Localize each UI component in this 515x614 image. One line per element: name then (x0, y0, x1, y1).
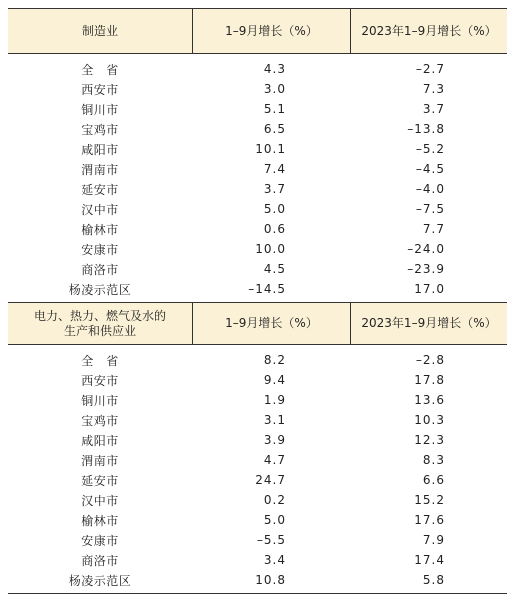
table-row (8, 279, 507, 299)
growth-2023-value: 17.0 (414, 282, 445, 296)
growth-2023-value: –2.8 (415, 353, 445, 367)
region-name: 安康市 (81, 242, 119, 257)
growth-2023-value: 17.4 (414, 553, 445, 567)
region-name: 杨凌示范区 (68, 282, 132, 297)
table-row (8, 530, 507, 550)
table-row (8, 179, 507, 199)
growth-2023-value: –5.2 (415, 142, 445, 156)
growth-2023-value: 15.2 (414, 493, 445, 507)
data-table (8, 8, 507, 594)
table-header-manufacturing (8, 8, 507, 54)
growth-2023-value: 3.7 (422, 102, 445, 116)
growth-value: 1.9 (263, 393, 286, 407)
table-row (8, 350, 507, 370)
region-name: 铜川市 (81, 102, 119, 117)
growth-value: 6.5 (263, 122, 286, 136)
manufacturing-rows (8, 54, 507, 302)
region-name: 铜川市 (81, 393, 119, 408)
growth-2023-value: 8.3 (422, 453, 445, 467)
region-name: 商洛市 (81, 262, 119, 277)
table-row (8, 119, 507, 139)
growth-value: 3.7 (263, 182, 286, 196)
region-name: 全 省 (81, 62, 119, 77)
growth-value: 10.8 (255, 573, 286, 587)
growth-value: 10.0 (255, 242, 286, 256)
utilities-rows (8, 345, 507, 593)
region-name: 商洛市 (81, 553, 119, 568)
table-row (8, 410, 507, 430)
region-name: 汉中市 (81, 202, 119, 217)
table-row (8, 430, 507, 450)
header-industry-line2: 生产和供应业 (63, 323, 136, 338)
growth-value: 3.0 (263, 82, 286, 96)
header-growth-2023-label: 2023年1–9月增长（%） (350, 9, 507, 53)
growth-2023-value: –4.5 (415, 162, 445, 176)
growth-2023-value: 6.6 (422, 473, 445, 487)
growth-2023-value: 12.3 (414, 433, 445, 447)
region-name: 安康市 (81, 533, 119, 548)
growth-2023-value: –7.5 (415, 202, 445, 216)
table-row (8, 390, 507, 410)
region-name: 咸阳市 (81, 433, 119, 448)
region-name: 榆林市 (81, 513, 119, 528)
table-row (8, 450, 507, 470)
growth-value: –14.5 (248, 282, 286, 296)
growth-2023-value: 10.3 (414, 413, 445, 427)
growth-value: 5.1 (263, 102, 286, 116)
table-row (8, 510, 507, 530)
growth-2023-value: 7.3 (422, 82, 445, 96)
region-name: 延安市 (81, 182, 119, 197)
growth-2023-value: 5.8 (422, 573, 445, 587)
growth-2023-value: –13.8 (407, 122, 445, 136)
header-industry-label: 制造业 (81, 23, 118, 38)
table-header-utilities (8, 302, 507, 345)
region-name: 咸阳市 (81, 142, 119, 157)
growth-value: 8.2 (263, 353, 286, 367)
growth-2023-value: 7.9 (422, 533, 445, 547)
growth-value: 0.2 (263, 493, 286, 507)
region-name: 渭南市 (81, 453, 119, 468)
region-name: 渭南市 (81, 162, 119, 177)
table-row (8, 370, 507, 390)
table-bottom-rule (8, 593, 507, 594)
growth-value: 5.0 (263, 202, 286, 216)
table-row (8, 259, 507, 279)
table-row (8, 159, 507, 179)
growth-value: 4.5 (263, 262, 286, 276)
table-row (8, 59, 507, 79)
region-name: 榆林市 (81, 222, 119, 237)
growth-value: 3.4 (263, 553, 286, 567)
table-row (8, 219, 507, 239)
growth-value: –5.5 (256, 533, 286, 547)
region-name: 西安市 (81, 82, 119, 97)
growth-value: 0.6 (263, 222, 286, 236)
region-name: 西安市 (81, 373, 119, 388)
region-name: 延安市 (81, 473, 119, 488)
region-name: 汉中市 (81, 493, 119, 508)
table-row (8, 199, 507, 219)
growth-2023-value: –23.9 (407, 262, 445, 276)
growth-2023-value: 17.8 (414, 373, 445, 387)
table-row (8, 79, 507, 99)
region-name: 宝鸡市 (81, 413, 119, 428)
header-industry-line1: 电力、热力、燃气及水的 (33, 308, 166, 323)
growth-value: 5.0 (263, 513, 286, 527)
header-industry-label (8, 303, 192, 344)
region-name: 宝鸡市 (81, 122, 119, 137)
growth-2023-value: 13.6 (414, 393, 445, 407)
region-name: 杨凌示范区 (68, 573, 132, 588)
table-row (8, 570, 507, 590)
growth-value: 9.4 (263, 373, 286, 387)
table-row (8, 239, 507, 259)
growth-2023-value: –4.0 (415, 182, 445, 196)
header-growth-2023-label: 2023年1–9月增长（%） (350, 303, 507, 344)
growth-2023-value: 17.6 (414, 513, 445, 527)
header-growth-label: 1–9月增长（%） (192, 303, 350, 344)
growth-value: 24.7 (255, 473, 286, 487)
table-row (8, 470, 507, 490)
growth-value: 4.3 (263, 62, 286, 76)
growth-value: 10.1 (255, 142, 286, 156)
header-growth-label: 1–9月增长（%） (192, 9, 350, 53)
table-row (8, 139, 507, 159)
table-row (8, 99, 507, 119)
growth-2023-value: –24.0 (407, 242, 445, 256)
region-name: 全 省 (81, 353, 119, 368)
table-row (8, 550, 507, 570)
table-row (8, 490, 507, 510)
growth-value: 3.9 (263, 433, 286, 447)
growth-2023-value: –2.7 (415, 62, 445, 76)
growth-value: 7.4 (263, 162, 286, 176)
growth-2023-value: 7.7 (422, 222, 445, 236)
growth-value: 4.7 (263, 453, 286, 467)
growth-value: 3.1 (263, 413, 286, 427)
